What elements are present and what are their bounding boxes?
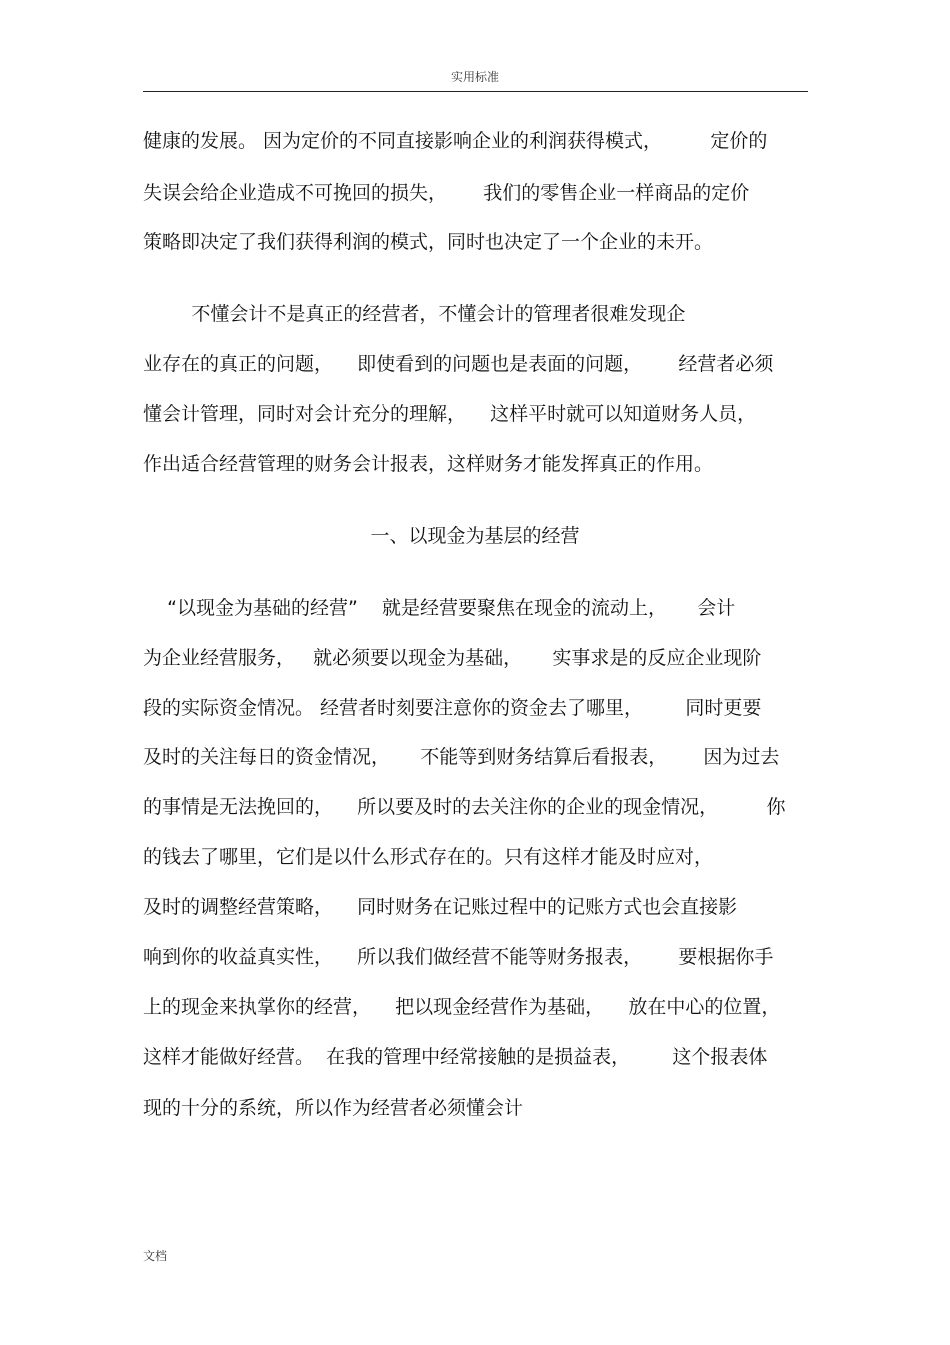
paragraph-line: 健康的发展。 因为定价的不同直接影响企业的利润获得模式， 定价的: [143, 130, 768, 152]
paragraph-line: “以现金为基础的经营” 就是经营要聚焦在现金的流动上， 会计: [143, 597, 736, 619]
paragraph-line: 及时的关注每日的资金情况， 不能等到财务结算后看报表， 因为过去: [143, 746, 780, 768]
paragraph-line: 作出适合经营管理的财务会计报表，这样财务才能发挥真正的作用。: [143, 453, 714, 475]
paragraph-line: 段的实际资金情况。 经营者时刻要注意你的资金去了哪里， 同时更要: [143, 697, 762, 719]
paragraph-line: 及时的调整经营策略， 同时财务在记账过程中的记账方式也会直接影: [143, 896, 738, 918]
paragraph-line: 的事情是无法挽回的， 所以要及时的去关注你的企业的现金情况， 你: [143, 796, 786, 818]
paragraph-line: 现的十分的系统，所以作为经营者必须懂会计: [143, 1097, 524, 1119]
section-heading: 一、以现金为基层的经营: [370, 525, 580, 547]
paragraph-line: 这样才能做好经营。 在我的管理中经常接触的是损益表， 这个报表体: [143, 1046, 768, 1068]
paragraph-line: 为企业经营服务， 就必须要以现金为基础， 实事求是的反应企业现阶: [143, 647, 762, 669]
paragraph-line: 不懂会计不是真正的经营者，不懂会计的管理者很难发现企: [143, 303, 686, 325]
paragraph-line: 上的现金来执掌你的经营， 把以现金经营作为基础， 放在中心的位置，: [143, 996, 781, 1018]
paragraph-line: 策略即决定了我们获得利润的模式，同时也决定了一个企业的未开。: [143, 231, 714, 253]
paragraph-line: 失误会给企业造成不可挽回的损失， 我们的零售企业一样商品的定价: [143, 182, 750, 204]
paragraph-line: 响到你的收益真实性， 所以我们做经营不能等财务报表， 要根据你手: [143, 946, 774, 968]
paragraph-line: 业存在的真正的问题， 即使看到的问题也是表面的问题， 经营者必须: [143, 353, 774, 375]
paragraph-line: 懂会计管理，同时对会计充分的理解， 这样平时就可以知道财务人员，: [143, 403, 757, 425]
paragraph-line: 的钱去了哪里，它们是以什么形式存在的。只有这样才能及时应对，: [143, 846, 714, 868]
footer-label: 文档: [143, 1249, 168, 1263]
header-divider: [143, 91, 808, 92]
header-title: 实用标准: [450, 70, 499, 84]
